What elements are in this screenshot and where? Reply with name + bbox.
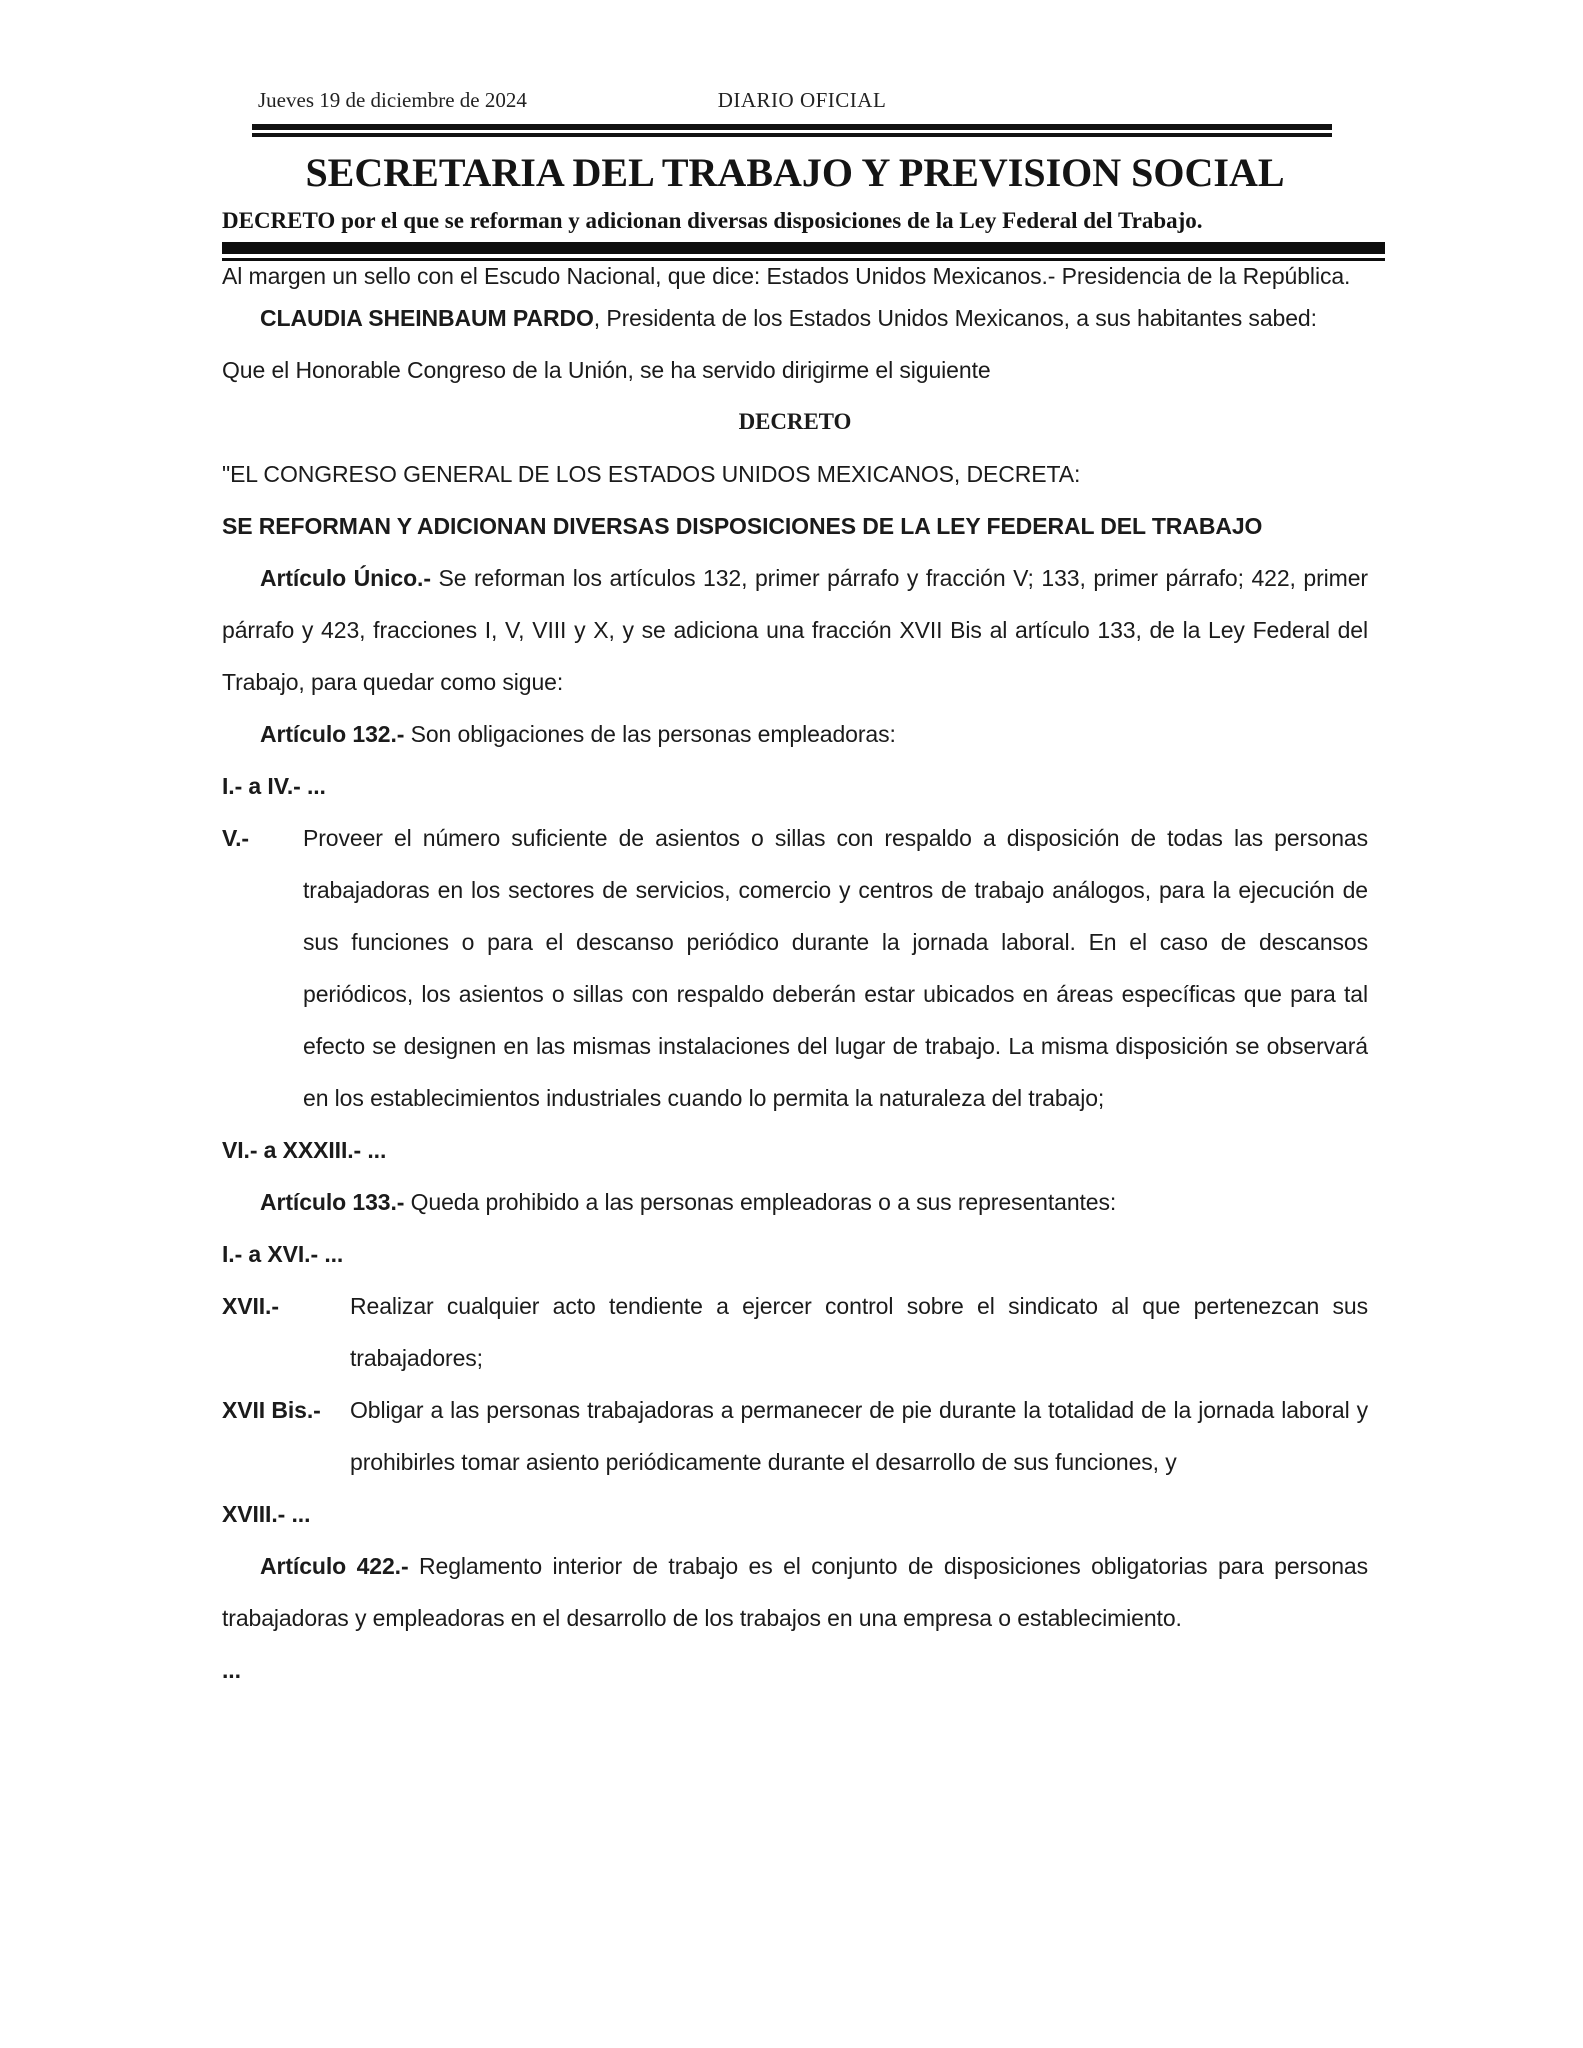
paragraph-articulo-unico (222, 552, 1368, 708)
articulo-unico-label: Artículo Único.- (260, 565, 431, 591)
paragraph-articulo-422 (222, 1540, 1368, 1644)
document-body (222, 261, 1368, 1696)
decree-heading: DECRETO (738, 409, 852, 434)
item-fraction-xvii (222, 1280, 1368, 1384)
item-fraction-xvii-label: XVII.- (222, 1293, 279, 1319)
reform-heading: SE REFORMAN Y ADICIONAN DIVERSAS DISPOSICIONES DE LA LEY FEDERAL DEL TRABAJO (222, 513, 1263, 539)
item-fractions-i-xvi: I.- a XVI.- ... (222, 1241, 344, 1267)
page-header (252, 88, 1332, 114)
header-double-rule (252, 124, 1332, 137)
paragraph-articulo-133 (222, 1176, 1368, 1228)
president-name: CLAUDIA SHEINBAUM PARDO (260, 305, 594, 331)
item-fraction-v-text: Proveer el número suficiente de asientos o sillas con respaldo a disposición de todas las personas trabajadoras en los sectores de servicios, comercio y centros de trabajo análogos, para la ejecución de sus funciones o para el descanso periódico durante la jornada laboral. En el caso de descansos periódicos, los asientos o sillas con respaldo deberán estar ubicados en áreas específicas que para tal efecto se designen en las mismas instalaciones del lugar de trabajo. La misma disposición se observará en los establecimientos industriales cuando lo permita la naturaleza del trabajo; (303, 825, 1368, 1111)
paragraph-decree-opening: "EL CONGRESO GENERAL DE LOS ESTADOS UNIDOS MEXICANOS, DECRETA: (222, 461, 1081, 487)
page-title: SECRETARIA DEL TRABAJO Y PREVISION SOCIAL (305, 150, 1285, 195)
paragraph-seal-intro: Al margen un sello con el Escudo Nacional, que dice: Estados Unidos Mexicanos.- Presidencia de la República. (222, 263, 1351, 289)
item-fractions-vi-xxxiii: VI.- a XXXIII.- ... (222, 1137, 387, 1163)
decree-subtitle: DECRETO por el que se reforman y adicionan diversas disposiciones de la Ley Federal del Trabajo. (222, 208, 1203, 233)
articulo-132-label: Artículo 132.- (260, 721, 405, 747)
item-fraction-xviii: XVIII.- ... (222, 1501, 311, 1527)
paragraph-president (222, 292, 1368, 344)
header-date: Jueves 19 de diciembre de 2024 (258, 88, 527, 112)
articulo-133-text: Queda prohibido a las personas empleadoras o a sus representantes: (410, 1189, 1117, 1215)
articulo-unico-text: Se reforman los artículos 132, primer párrafo y fracción V; 133, primer párrafo; 422, primer párrafo y 423, fracciones I, V, VIII y X, y se adiciona una fracción XVII Bis al artículo 133, de la Ley Federal del Trabajo, para quedar como sigue: (222, 565, 1368, 695)
band-thick-rule (222, 242, 1385, 254)
articulo-132-text: Son obligaciones de las personas empleadoras: (410, 721, 896, 747)
item-fraction-xvii-bis-text: Obligar a las personas trabajadoras a permanecer de pie durante la totalidad de la jornada laboral y prohibirles tomar asiento periódicamente durante el desarrollo de sus funciones, y (350, 1397, 1368, 1475)
articulo-422-label: Artículo 422.- (260, 1553, 409, 1579)
articulo-133-label: Artículo 133.- (260, 1189, 405, 1215)
item-fraction-xvii-bis (222, 1384, 1368, 1488)
item-fraction-xvii-bis-label: XVII Bis.- (222, 1397, 321, 1423)
item-fractions-i-iv: I.- a IV.- ... (222, 773, 326, 799)
president-rest: , Presidenta de los Estados Unidos Mexicanos, a sus habitantes sabed: (593, 305, 1317, 331)
header-publication: DIARIO OFICIAL (717, 88, 887, 112)
articulo-422-text: Reglamento interior de trabajo es el conjunto de disposiciones obligatorias para personas trabajadoras y empleadoras en el desarrollo de los trabajos en una empresa o establecimiento. (222, 1553, 1368, 1631)
item-fraction-v (222, 812, 1368, 1124)
subtitle-band (222, 242, 1385, 261)
paragraph-congress-intro: Que el Honorable Congreso de la Unión, se ha servido dirigirme el siguiente (222, 357, 991, 383)
paragraph-articulo-132 (222, 708, 1368, 760)
ellipsis-line: ... (222, 1657, 241, 1683)
item-fraction-v-label: V.- (222, 825, 249, 851)
item-fraction-xvii-text: Realizar cualquier acto tendiente a ejercer control sobre el sindicato al que pertenezcan sus trabajadores; (350, 1293, 1368, 1371)
